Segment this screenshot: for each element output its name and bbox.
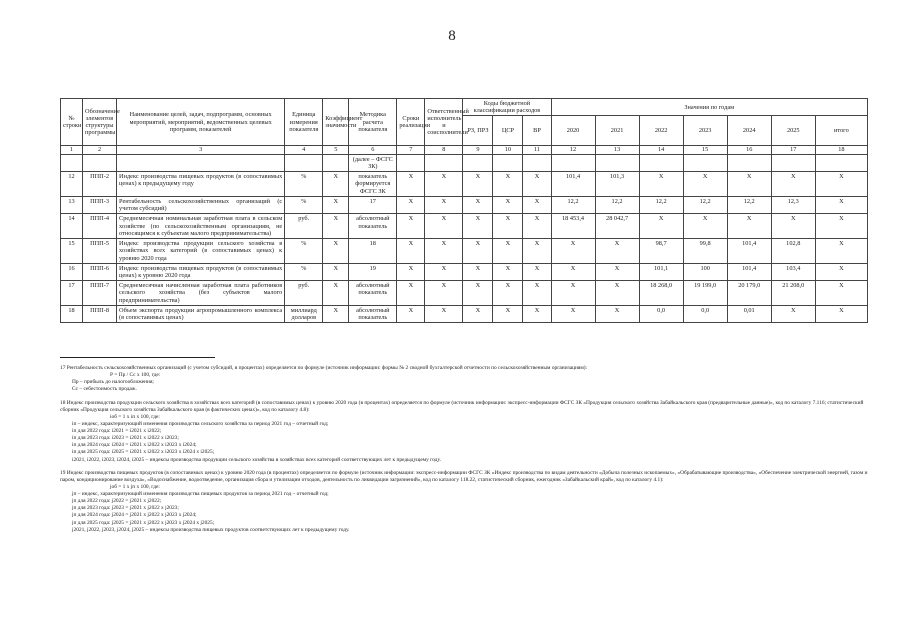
row-budget-code: X <box>523 263 551 280</box>
footnote-18-def: iп для 2023 года: i2023 = i2021 х i2022 х i2023; <box>72 435 179 442</box>
row-budget-code: X <box>463 239 493 264</box>
footnote-19-def: jп – индекс, характеризующий изменения производства пищевых продуктов за период 2021 год – отчетный год; <box>72 491 329 497</box>
header-code: Обозначение элементов структуры программы <box>83 99 117 146</box>
row-value: X <box>815 263 867 280</box>
row-value: 21 208,0 <box>771 281 815 306</box>
row-value: X <box>551 239 595 264</box>
footnote-18-def: iп для 2024 года: i2024 = i2021 х i2022 х i2023 х i2024; <box>72 442 197 449</box>
row-value: X <box>595 281 639 306</box>
column-number: 2 <box>83 146 117 154</box>
row-value: X <box>771 214 815 239</box>
header-method: Методика расчета показателя <box>349 99 397 146</box>
header-budget-csr: ЦСР <box>493 116 523 146</box>
row-executor: X <box>425 172 463 197</box>
row-coefficient: X <box>323 281 349 306</box>
empty-cell <box>117 154 285 171</box>
header-year-2024: 2024 <box>727 116 771 146</box>
row-method: абсолютный показатель <box>349 305 397 322</box>
row-coefficient: X <box>323 172 349 197</box>
footnote-19-def: jп для 2022 года: j2022 = j2021 х j2022; <box>72 498 162 505</box>
footnote-18-def: iп – индекс, характеризующий изменения производства сельского хозяйства за период 2021 год – отчетный год; <box>72 420 329 427</box>
row-value: 18 453,4 <box>551 214 595 239</box>
row-value: 0,0 <box>639 305 683 322</box>
row-method: 19 <box>349 263 397 280</box>
row-executor: X <box>425 239 463 264</box>
row-value: X <box>683 214 727 239</box>
row-value: X <box>815 305 867 322</box>
row-name: Объем экспорта продукции агропромышленного комплекса (в сопоставимых ценах) <box>117 305 285 322</box>
row-term: X <box>397 172 425 197</box>
column-number: 10 <box>493 146 523 154</box>
row-code: ППП-5 <box>83 239 117 264</box>
row-value: X <box>639 172 683 197</box>
row-name: Индекс производства продукции сельского хозяйства в хозяйствах всех категорий (в сопоставимых ценах) к уровню 2020 года <box>117 239 285 264</box>
row-value: 103,4 <box>771 263 815 280</box>
header-budget-vr: ВР <box>523 116 551 146</box>
row-coefficient: X <box>323 263 349 280</box>
page-number: 8 <box>448 28 456 44</box>
row-value: X <box>727 214 771 239</box>
row-unit: % <box>285 172 323 197</box>
column-number: 17 <box>771 146 815 154</box>
row-code: ППП-7 <box>83 281 117 306</box>
row-budget-code: X <box>493 196 523 213</box>
footnote-18-def: iп для 2025 года: i2025 = i2021 х i2022 х i2023 х i2024 х i2025; <box>72 449 215 456</box>
row-unit: миллиард долларов <box>285 305 323 322</box>
column-number: 16 <box>727 146 771 154</box>
row-value: 0,01 <box>727 305 771 322</box>
row-term: X <box>397 239 425 264</box>
column-number: 14 <box>639 146 683 154</box>
footnote-18-def: i2021, i2022, i2023, i2024, i2025 – индексы производства продукции сельского хозяйства в хозяйствах всех категорий соответствующих лет к предыдущему году. <box>72 456 442 463</box>
row-budget-code: X <box>493 281 523 306</box>
empty-cell <box>493 154 523 171</box>
column-numbers-row <box>61 146 868 154</box>
row-term: X <box>397 281 425 306</box>
empty-cell <box>285 154 323 171</box>
row-value: X <box>683 172 727 197</box>
row-value: X <box>815 172 867 197</box>
header-budget-rz: РЗ, ПРЗ <box>463 116 493 146</box>
row-value: 98,7 <box>639 239 683 264</box>
row-code: ППП-2 <box>83 172 117 197</box>
empty-cell <box>551 154 595 171</box>
header-unit: Единица измерения показателя <box>285 99 323 146</box>
row-value: 20 179,0 <box>727 281 771 306</box>
footnote-17-def: Сс – себестоимость продаж. <box>72 386 137 393</box>
row-value: 101,4 <box>727 239 771 264</box>
row-method: 17 <box>349 196 397 213</box>
row-executor: X <box>425 196 463 213</box>
row-budget-code: X <box>493 305 523 322</box>
footnote-19-formula: jоб = 1 х jп х 100, где: <box>110 483 160 490</box>
row-method: абсолютный показатель <box>349 281 397 306</box>
row-unit: % <box>285 239 323 264</box>
row-value: 101,4 <box>727 263 771 280</box>
row-budget-code: X <box>523 214 551 239</box>
row-executor: X <box>425 214 463 239</box>
row-budget-code: X <box>493 239 523 264</box>
row-value: 0,0 <box>683 305 727 322</box>
row-number: 18 <box>61 305 83 322</box>
row-name: Среднемесячная номинальная заработная плата в сельском хозяйстве (по сельскохозяйственным организациям, не относящимся к субъектам малого предпринимательства) <box>117 214 285 239</box>
row-budget-code: X <box>463 305 493 322</box>
empty-cell <box>727 154 771 171</box>
footnote-19: 19 Индекс производства пищевых продуктов (в сопоставимых ценах) к уровню 2020 года (в процентах) определяется по формуле (источник информации: экспресс-информации ФСГС ЗК «Индекс производства по видам деятельности «Добыча полезных ископаемых», «Обрабатывающие производства», «Обеспечение электрической энергией, газом и паром, кондиционирование воздуха», «Водоснабжение, водоотведение, организация сбора и утилизации отходов, деятельность по ликвидации загрязнений», код по каталогу 118.22, статистический сборник, ежегодник «Забайкальский край», код по каталогу 4.1): <box>60 469 868 483</box>
row-code: ППП-4 <box>83 214 117 239</box>
footnote-19-def: jп для 2024 года: j2024 = j2021 х j2022 х j2023 х j2024; <box>72 512 197 519</box>
row-value: 12,2 <box>551 196 595 213</box>
row-name: Среднемесячная начисленная заработная плата работников сельского хозяйства (без субъектов малого предпринимательства) <box>117 281 285 306</box>
row-value: X <box>727 172 771 197</box>
column-number: 18 <box>815 146 867 154</box>
row-executor: X <box>425 305 463 322</box>
row-coefficient: X <box>323 305 349 322</box>
header-values-by-year: Значения по годам <box>551 99 868 116</box>
column-number: 7 <box>397 146 425 154</box>
row-budget-code: X <box>463 263 493 280</box>
row-term: X <box>397 196 425 213</box>
row-term: X <box>397 214 425 239</box>
header-year-2022: 2022 <box>639 116 683 146</box>
table-row <box>61 281 868 306</box>
row-number: 17 <box>61 281 83 306</box>
row-executor: X <box>425 263 463 280</box>
continuation-note: (далее – ФСГС ЗК) <box>349 154 397 171</box>
row-value: 12,2 <box>639 196 683 213</box>
footnote-18: 18 Индекс производства продукции сельского хозяйства в хозяйствах всех категорий (в сопоставимых ценах) к уровню 2020 года (в процентах) определяется по формуле (источник информации: экспресс-информации ФСГС ЗК «Продукция сельского хозяйства Забайкальского края (предварительные данные)», код по каталогу 7.116; статистический сборник «Продукция сельского хозяйства Забайкальского края (в фактических ценах)», код по каталогу 4.8): <box>60 399 864 413</box>
column-number: 6 <box>349 146 397 154</box>
row-value: 100 <box>683 263 727 280</box>
column-number: 3 <box>117 146 285 154</box>
continuation-row <box>61 154 868 171</box>
table-body <box>61 146 868 323</box>
header-year-2025: 2025 <box>771 116 815 146</box>
row-number: 15 <box>61 239 83 264</box>
row-name: Рентабельность сельскохозяйственных организаций (с учетом субсидий) <box>117 196 285 213</box>
row-value: X <box>771 172 815 197</box>
row-term: X <box>397 263 425 280</box>
column-number: 12 <box>551 146 595 154</box>
row-budget-code: X <box>523 305 551 322</box>
row-value: 102,8 <box>771 239 815 264</box>
row-unit: % <box>285 263 323 280</box>
row-code: ППП-3 <box>83 196 117 213</box>
row-budget-code: X <box>493 263 523 280</box>
header-term: Сроки реализации <box>397 99 425 146</box>
header-year-2020: 2020 <box>551 116 595 146</box>
footnote-17-def: Пр – прибыль до налогообложения; <box>72 379 154 386</box>
footnote-separator <box>60 357 215 358</box>
footnote-18-def: iп для 2022 года: i2021 = i2021 х i2022; <box>72 428 162 434</box>
row-term: X <box>397 305 425 322</box>
row-coefficient: X <box>323 196 349 213</box>
empty-cell <box>83 154 117 171</box>
empty-cell <box>683 154 727 171</box>
header-row-number: № строки <box>61 99 83 146</box>
header-coefficient: Коэффициент значимости <box>323 99 349 146</box>
row-number: 14 <box>61 214 83 239</box>
column-number: 15 <box>683 146 727 154</box>
row-budget-code: X <box>463 281 493 306</box>
row-code: ППП-6 <box>83 263 117 280</box>
row-value: 19 199,0 <box>683 281 727 306</box>
row-name: Индекс производства пищевых продуктов (в сопоставимых ценах) к предыдущему году <box>117 172 285 197</box>
row-value: X <box>551 305 595 322</box>
empty-cell <box>61 154 83 171</box>
row-value: 12,3 <box>771 196 815 213</box>
row-value: X <box>595 263 639 280</box>
empty-cell <box>595 154 639 171</box>
column-number: 9 <box>463 146 493 154</box>
column-number: 5 <box>323 146 349 154</box>
row-method: абсолютный показатель <box>349 214 397 239</box>
row-code: ППП-8 <box>83 305 117 322</box>
footnote-17: 17 Рентабельность сельскохозяйственных организаций (с учетом субсидий, в процентах) определяется по формуле (источник информации: формы № 2 сводной бухгалтерской отчетности по сельскохозяйственным организациям): <box>60 365 588 371</box>
row-budget-code: X <box>463 196 493 213</box>
row-method: 18 <box>349 239 397 264</box>
row-value: X <box>815 214 867 239</box>
row-number: 16 <box>61 263 83 280</box>
table-row <box>61 172 868 197</box>
row-executor: X <box>425 281 463 306</box>
row-method: показатель формируется ФСГС ЗК <box>349 172 397 197</box>
empty-cell <box>771 154 815 171</box>
row-value: 12,2 <box>595 196 639 213</box>
empty-cell <box>639 154 683 171</box>
row-budget-code: X <box>523 281 551 306</box>
row-value: X <box>771 305 815 322</box>
footnote-19-def: jп для 2023 года: j2023 = j2021 х j2022 х j2023; <box>72 505 179 512</box>
row-value: X <box>815 281 867 306</box>
column-number: 1 <box>61 146 83 154</box>
row-value: 101,1 <box>639 263 683 280</box>
header-budget-codes: Коды бюджетной классификации расходов <box>463 99 551 116</box>
footnotes <box>60 365 868 534</box>
row-value: X <box>815 239 867 264</box>
row-value: X <box>551 263 595 280</box>
row-value: X <box>639 214 683 239</box>
column-number: 4 <box>285 146 323 154</box>
header-executor: Ответственный исполнитель и соисполнители <box>425 99 463 146</box>
empty-cell <box>323 154 349 171</box>
program-indicators-table <box>60 98 868 323</box>
row-number: 13 <box>61 196 83 213</box>
row-value: X <box>595 239 639 264</box>
table-row <box>61 263 868 280</box>
footnote-18-formula: iоб = 1 х iп х 100, где: <box>110 413 160 420</box>
row-number: 12 <box>61 172 83 197</box>
table-row <box>61 305 868 322</box>
header-year-2023: 2023 <box>683 116 727 146</box>
row-value: X <box>815 196 867 213</box>
row-value: 28 042,7 <box>595 214 639 239</box>
empty-cell <box>463 154 493 171</box>
empty-cell <box>397 154 425 171</box>
table-row <box>61 239 868 264</box>
row-coefficient: X <box>323 214 349 239</box>
row-value: X <box>595 305 639 322</box>
empty-cell <box>815 154 867 171</box>
row-name: Индекс производства пищевых продуктов (в сопоставимых ценах) к уровню 2020 года <box>117 263 285 280</box>
row-unit: руб. <box>285 281 323 306</box>
header-year-2021: 2021 <box>595 116 639 146</box>
header-name: Наименование целей, задач, подпрограмм, основных мероприятий, мероприятий, ведомственных целевых программ, показателей <box>117 99 285 146</box>
row-unit: % <box>285 196 323 213</box>
row-budget-code: X <box>523 239 551 264</box>
row-budget-code: X <box>493 172 523 197</box>
row-value: X <box>551 281 595 306</box>
row-unit: руб. <box>285 214 323 239</box>
row-value: 12,2 <box>683 196 727 213</box>
table-row <box>61 196 868 213</box>
row-value: 99,8 <box>683 239 727 264</box>
row-budget-code: X <box>463 172 493 197</box>
column-number: 13 <box>595 146 639 154</box>
row-value: 12,2 <box>727 196 771 213</box>
column-number: 8 <box>425 146 463 154</box>
column-number: 11 <box>523 146 551 154</box>
row-coefficient: X <box>323 239 349 264</box>
empty-cell <box>425 154 463 171</box>
row-budget-code: X <box>523 172 551 197</box>
table-row <box>61 214 868 239</box>
row-budget-code: X <box>463 214 493 239</box>
row-value: 101,4 <box>551 172 595 197</box>
footnote-19-def: jп для 2025 года: j2025 = j2021 х j2022 х j2023 х j2024 х j2025; <box>72 519 215 526</box>
row-value: 18 268,0 <box>639 281 683 306</box>
empty-cell <box>523 154 551 171</box>
row-budget-code: X <box>523 196 551 213</box>
header-total: итого <box>815 116 867 146</box>
footnote-17-formula: Р = Пр / Сс х 100, где: <box>110 372 161 379</box>
row-value: 101,3 <box>595 172 639 197</box>
footnote-19-def: j2021, j2022, j2023, j2024, j2025 – индексы производства пищевых продуктов соответствующих лет к предыдущему году. <box>72 526 350 533</box>
row-budget-code: X <box>493 214 523 239</box>
